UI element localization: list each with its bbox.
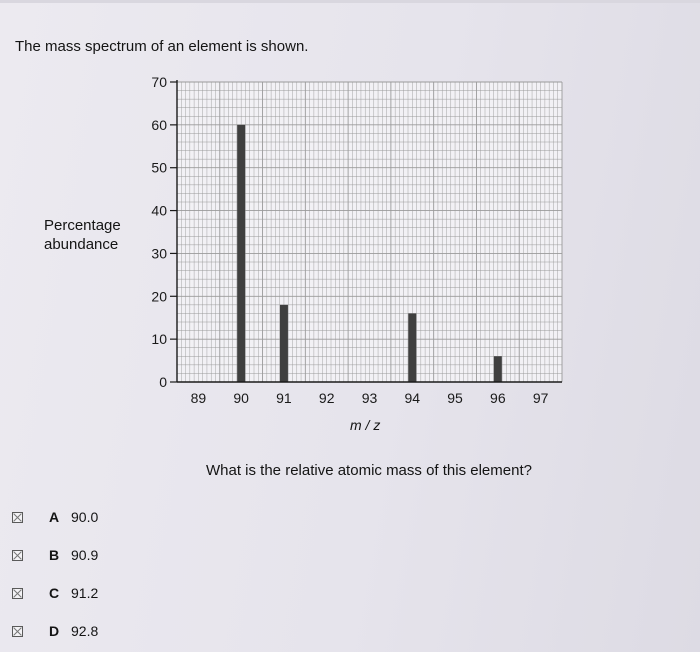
- bar-91: [280, 305, 288, 382]
- y-tick-label: 60: [151, 116, 167, 133]
- option-letter: C: [49, 585, 60, 601]
- checkbox-icon[interactable]: [12, 512, 23, 523]
- bar-94: [408, 313, 416, 382]
- answer-options: [12, 498, 98, 650]
- option-letter: A: [49, 509, 60, 525]
- option-value: 91.2: [71, 585, 99, 601]
- option-letter: D: [49, 623, 60, 639]
- checkbox-icon[interactable]: [12, 626, 23, 637]
- option-value: 90.9: [71, 547, 99, 563]
- question-text: What is the relative atomic mass of this element?: [206, 462, 532, 479]
- y-axis-label-line2: abundance: [44, 236, 119, 253]
- y-tick-label: 30: [151, 245, 167, 262]
- x-tick-label: 91: [276, 390, 292, 406]
- y-tick-label: 50: [151, 159, 167, 176]
- x-tick-label: 92: [318, 390, 335, 406]
- x-tick-label: 93: [361, 390, 378, 406]
- intro-text: The mass spectrum of an element is shown.: [15, 38, 309, 55]
- y-tick-label: 40: [151, 202, 167, 219]
- x-tick-label: 96: [490, 390, 506, 406]
- x-tick-label: 97: [532, 390, 549, 406]
- option-c[interactable]: [12, 574, 98, 612]
- y-axis-label-line1: Percentage: [44, 217, 121, 234]
- x-tick-label: 90: [233, 390, 249, 406]
- option-d[interactable]: [12, 612, 98, 650]
- option-a[interactable]: [12, 498, 98, 536]
- checkbox-icon[interactable]: [12, 550, 23, 561]
- y-tick-label: 70: [151, 74, 167, 90]
- x-tick-label: 89: [190, 390, 207, 406]
- checkbox-icon[interactable]: [12, 588, 23, 599]
- option-b[interactable]: [12, 536, 98, 574]
- bar-96: [494, 356, 502, 382]
- x-tick-label: 94: [404, 390, 421, 406]
- option-value: 90.0: [71, 509, 99, 525]
- option-letter: B: [49, 547, 60, 563]
- y-tick-label: 20: [151, 288, 167, 305]
- option-value: 92.8: [71, 623, 99, 639]
- y-tick-label: 10: [151, 331, 167, 348]
- x-tick-label: 95: [447, 390, 463, 406]
- y-tick-label: 0: [159, 374, 167, 390]
- bar-90: [237, 125, 245, 382]
- x-axis-label: m / z: [350, 417, 381, 433]
